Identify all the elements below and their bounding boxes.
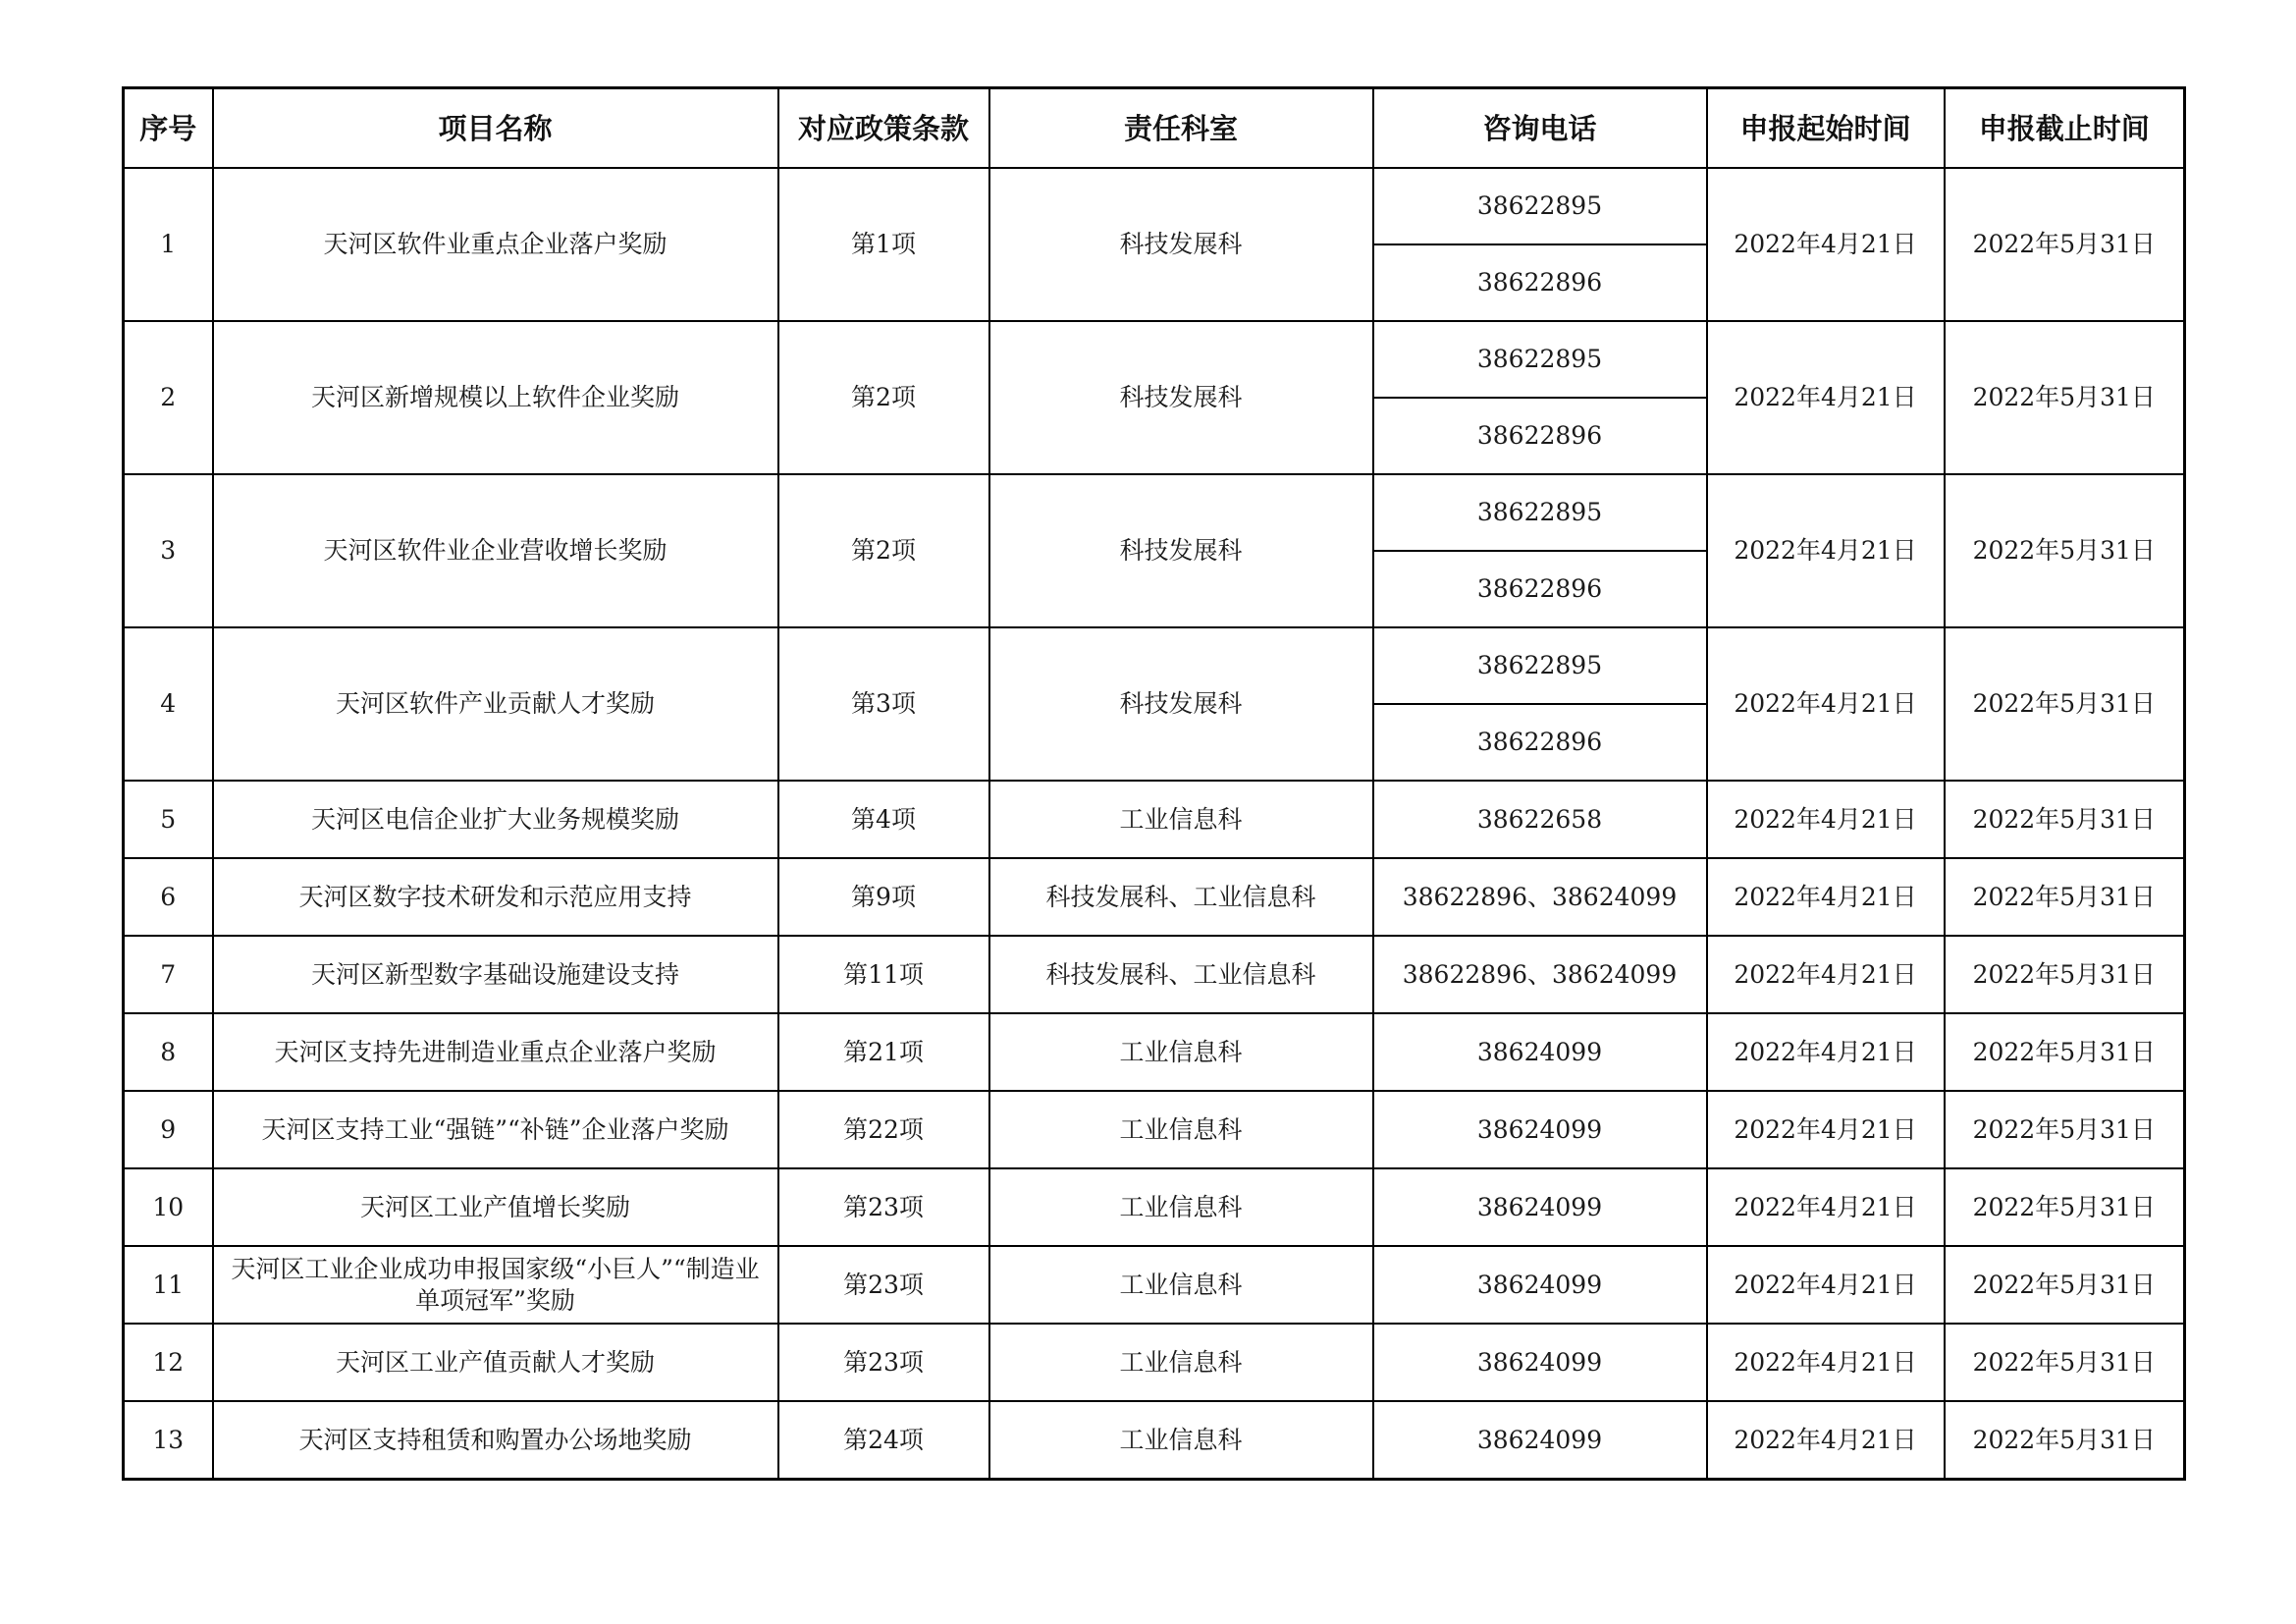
row-phone: 38624099 bbox=[1373, 1401, 1707, 1480]
row-phone: 38622895 bbox=[1373, 168, 1707, 244]
row-index: 1 bbox=[124, 168, 213, 321]
row-start-date: 2022年4月21日 bbox=[1707, 1324, 1945, 1401]
row-project-name: 天河区新增规模以上软件企业奖励 bbox=[213, 321, 778, 474]
table-row bbox=[124, 1168, 2185, 1246]
row-end-date: 2022年5月31日 bbox=[1945, 1013, 2185, 1091]
header-policy-clause: 对应政策条款 bbox=[778, 88, 989, 169]
row-phone: 38624099 bbox=[1373, 1168, 1707, 1246]
table-row bbox=[124, 1246, 2185, 1324]
row-start-date: 2022年4月21日 bbox=[1707, 1091, 1945, 1168]
row-index: 7 bbox=[124, 936, 213, 1013]
row-department: 科技发展科 bbox=[989, 168, 1373, 321]
row-start-date: 2022年4月21日 bbox=[1707, 781, 1945, 858]
row-project-name: 天河区软件产业贡献人才奖励 bbox=[213, 627, 778, 781]
row-policy-clause: 第24项 bbox=[778, 1401, 989, 1480]
table-row bbox=[124, 321, 2185, 398]
row-phone: 38622896 bbox=[1373, 398, 1707, 474]
row-phone: 38624099 bbox=[1373, 1324, 1707, 1401]
row-start-date: 2022年4月21日 bbox=[1707, 1013, 1945, 1091]
row-department: 工业信息科 bbox=[989, 1168, 1373, 1246]
row-project-name: 天河区软件业重点企业落户奖励 bbox=[213, 168, 778, 321]
header-start-date: 申报起始时间 bbox=[1707, 88, 1945, 169]
row-end-date: 2022年5月31日 bbox=[1945, 1401, 2185, 1480]
row-phone: 38622658 bbox=[1373, 781, 1707, 858]
row-policy-clause: 第1项 bbox=[778, 168, 989, 321]
row-project-name: 天河区工业企业成功申报国家级“小巨人”“制造业单项冠军”奖励 bbox=[213, 1246, 778, 1324]
row-policy-clause: 第23项 bbox=[778, 1168, 989, 1246]
row-start-date: 2022年4月21日 bbox=[1707, 1168, 1945, 1246]
table-row bbox=[124, 858, 2185, 936]
row-index: 13 bbox=[124, 1401, 213, 1480]
row-index: 2 bbox=[124, 321, 213, 474]
row-policy-clause: 第21项 bbox=[778, 1013, 989, 1091]
row-policy-clause: 第4项 bbox=[778, 781, 989, 858]
row-index: 4 bbox=[124, 627, 213, 781]
table-header-row bbox=[124, 88, 2185, 169]
row-department: 科技发展科 bbox=[989, 321, 1373, 474]
row-index: 12 bbox=[124, 1324, 213, 1401]
row-phone: 38622896 bbox=[1373, 551, 1707, 627]
row-department: 工业信息科 bbox=[989, 781, 1373, 858]
row-project-name: 天河区支持工业“强链”“补链”企业落户奖励 bbox=[213, 1091, 778, 1168]
row-end-date: 2022年5月31日 bbox=[1945, 474, 2185, 627]
row-start-date: 2022年4月21日 bbox=[1707, 321, 1945, 474]
row-phone: 38624099 bbox=[1373, 1091, 1707, 1168]
row-end-date: 2022年5月31日 bbox=[1945, 936, 2185, 1013]
row-end-date: 2022年5月31日 bbox=[1945, 1324, 2185, 1401]
row-end-date: 2022年5月31日 bbox=[1945, 627, 2185, 781]
row-phone: 38622896 bbox=[1373, 704, 1707, 781]
row-project-name: 天河区工业产值贡献人才奖励 bbox=[213, 1324, 778, 1401]
row-department: 科技发展科 bbox=[989, 474, 1373, 627]
row-end-date: 2022年5月31日 bbox=[1945, 1091, 2185, 1168]
table-row bbox=[124, 1324, 2185, 1401]
row-phone: 38624099 bbox=[1373, 1013, 1707, 1091]
row-project-name: 天河区支持先进制造业重点企业落户奖励 bbox=[213, 1013, 778, 1091]
row-end-date: 2022年5月31日 bbox=[1945, 1246, 2185, 1324]
row-end-date: 2022年5月31日 bbox=[1945, 168, 2185, 321]
table-row bbox=[124, 781, 2185, 858]
row-end-date: 2022年5月31日 bbox=[1945, 781, 2185, 858]
row-policy-clause: 第22项 bbox=[778, 1091, 989, 1168]
row-department: 工业信息科 bbox=[989, 1401, 1373, 1480]
row-project-name: 天河区新型数字基础设施建设支持 bbox=[213, 936, 778, 1013]
row-start-date: 2022年4月21日 bbox=[1707, 936, 1945, 1013]
row-index: 8 bbox=[124, 1013, 213, 1091]
header-phone: 咨询电话 bbox=[1373, 88, 1707, 169]
row-phone: 38622896、38624099 bbox=[1373, 858, 1707, 936]
row-start-date: 2022年4月21日 bbox=[1707, 858, 1945, 936]
row-department: 工业信息科 bbox=[989, 1324, 1373, 1401]
header-end-date: 申报截止时间 bbox=[1945, 88, 2185, 169]
row-policy-clause: 第9项 bbox=[778, 858, 989, 936]
row-project-name: 天河区数字技术研发和示范应用支持 bbox=[213, 858, 778, 936]
table-body bbox=[124, 168, 2185, 1480]
row-start-date: 2022年4月21日 bbox=[1707, 1246, 1945, 1324]
row-project-name: 天河区软件业企业营收增长奖励 bbox=[213, 474, 778, 627]
row-department: 科技发展科、工业信息科 bbox=[989, 858, 1373, 936]
row-policy-clause: 第2项 bbox=[778, 474, 989, 627]
row-index: 5 bbox=[124, 781, 213, 858]
table-row bbox=[124, 627, 2185, 704]
row-department: 科技发展科 bbox=[989, 627, 1373, 781]
table-row bbox=[124, 936, 2185, 1013]
row-department: 工业信息科 bbox=[989, 1091, 1373, 1168]
table-row bbox=[124, 1091, 2185, 1168]
row-phone: 38622896、38624099 bbox=[1373, 936, 1707, 1013]
row-department: 工业信息科 bbox=[989, 1013, 1373, 1091]
row-project-name: 天河区工业产值增长奖励 bbox=[213, 1168, 778, 1246]
row-project-name: 天河区电信企业扩大业务规模奖励 bbox=[213, 781, 778, 858]
row-start-date: 2022年4月21日 bbox=[1707, 168, 1945, 321]
row-policy-clause: 第3项 bbox=[778, 627, 989, 781]
row-phone: 38624099 bbox=[1373, 1246, 1707, 1324]
row-phone: 38622896 bbox=[1373, 244, 1707, 321]
table-row bbox=[124, 168, 2185, 244]
row-department: 工业信息科 bbox=[989, 1246, 1373, 1324]
table-row bbox=[124, 1013, 2185, 1091]
row-phone: 38622895 bbox=[1373, 474, 1707, 551]
row-index: 10 bbox=[124, 1168, 213, 1246]
row-policy-clause: 第11项 bbox=[778, 936, 989, 1013]
row-department: 科技发展科、工业信息科 bbox=[989, 936, 1373, 1013]
row-project-name: 天河区支持租赁和购置办公场地奖励 bbox=[213, 1401, 778, 1480]
policy-table-page bbox=[122, 86, 2186, 1481]
row-start-date: 2022年4月21日 bbox=[1707, 1401, 1945, 1480]
table-row bbox=[124, 474, 2185, 551]
row-policy-clause: 第23项 bbox=[778, 1324, 989, 1401]
row-end-date: 2022年5月31日 bbox=[1945, 1168, 2185, 1246]
row-start-date: 2022年4月21日 bbox=[1707, 627, 1945, 781]
row-phone: 38622895 bbox=[1373, 321, 1707, 398]
row-policy-clause: 第23项 bbox=[778, 1246, 989, 1324]
row-index: 9 bbox=[124, 1091, 213, 1168]
row-start-date: 2022年4月21日 bbox=[1707, 474, 1945, 627]
policy-application-table bbox=[122, 86, 2186, 1481]
row-index: 11 bbox=[124, 1246, 213, 1324]
row-end-date: 2022年5月31日 bbox=[1945, 321, 2185, 474]
table-row bbox=[124, 1401, 2185, 1480]
header-index: 序号 bbox=[124, 88, 213, 169]
row-index: 6 bbox=[124, 858, 213, 936]
row-phone: 38622895 bbox=[1373, 627, 1707, 704]
row-policy-clause: 第2项 bbox=[778, 321, 989, 474]
header-project-name: 项目名称 bbox=[213, 88, 778, 169]
row-index: 3 bbox=[124, 474, 213, 627]
header-department: 责任科室 bbox=[989, 88, 1373, 169]
row-end-date: 2022年5月31日 bbox=[1945, 858, 2185, 936]
